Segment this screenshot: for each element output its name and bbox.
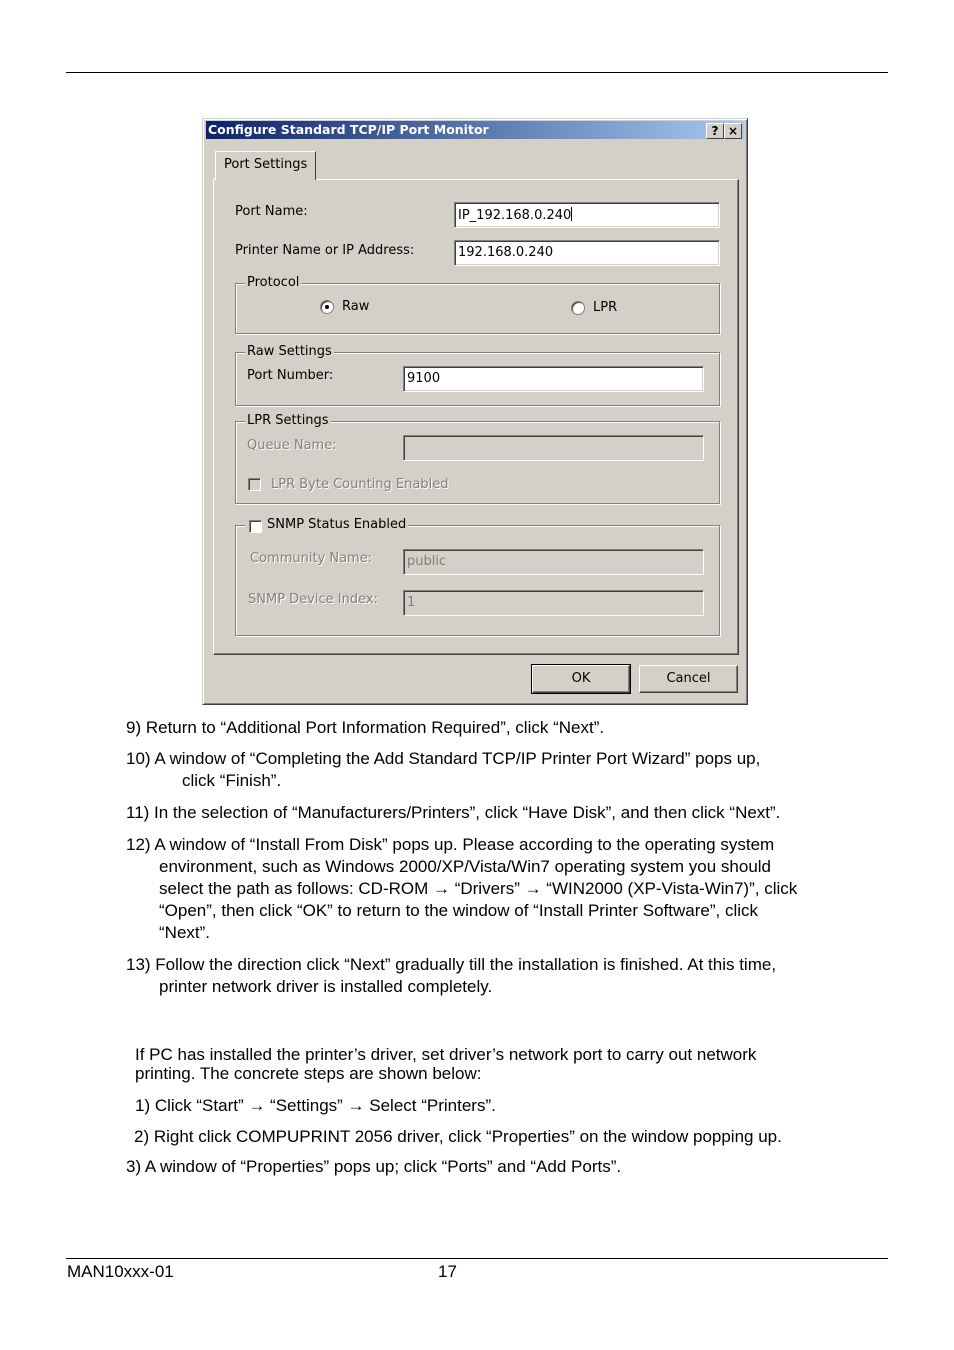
step-13: 13) Follow the direction click “Next” gradually till the installation is finished. At this time, <box>126 955 777 974</box>
raw-label: Raw <box>342 299 370 314</box>
step-11: 11) In the selection of “Manufacturers/Printers”, click “Have Disk”, and then click “Next”. <box>126 803 781 822</box>
port-name-input[interactable] <box>454 202 720 228</box>
radio-selected-dot <box>325 305 329 309</box>
step-9: 9) Return to “Additional Port Information Required”, click “Next”. <box>126 718 605 737</box>
step-12-cont-1: environment, such as Windows 2000/XP/Vista/Win7 operating system you should <box>159 857 771 876</box>
ok-button[interactable]: OK <box>532 665 630 693</box>
intro-line-1: If PC has installed the printer’s driver, set driver’s network port to carry out network <box>135 1045 757 1064</box>
step-10: 10) A window of “Completing the Add Standard TCP/IP Printer Port Wizard” pops up, <box>126 749 761 768</box>
intro-line-2: printing. The concrete steps are shown below: <box>135 1064 482 1083</box>
printer-ip-label: Printer Name or IP Address: <box>235 243 415 258</box>
port-name-label: Port Name: <box>235 204 308 219</box>
cancel-button[interactable]: Cancel <box>639 665 738 693</box>
printer-ip-input[interactable]: 192.168.0.240 <box>454 240 720 266</box>
help-button[interactable]: ? <box>706 123 724 139</box>
device-index-input[interactable]: 1 <box>403 590 704 616</box>
queue-name-input[interactable] <box>403 435 704 461</box>
port-name-value: IP_192.168.0.240 <box>458 208 572 223</box>
close-button[interactable]: × <box>724 123 742 139</box>
snmp-checkbox[interactable] <box>249 520 262 533</box>
snmp-group <box>235 517 720 636</box>
step-12-cont-3: “Open”, then click “OK” to return to the window of “Install Printer Software”, click <box>159 901 758 920</box>
raw-settings-legend: Raw Settings <box>247 344 332 359</box>
dialog-titlebar <box>206 121 744 139</box>
text-caret <box>571 207 572 221</box>
step-12: 12) A window of “Install From Disk” pops up. Please according to the operating system <box>126 835 775 854</box>
lpr-byte-label: LPR Byte Counting Enabled <box>271 477 449 492</box>
lpr-label: LPR <box>593 300 618 315</box>
header-rule <box>66 72 888 73</box>
dialog-title: Configure Standard TCP/IP Port Monitor <box>208 122 489 137</box>
lpr-settings-legend: LPR Settings <box>247 413 329 428</box>
protocol-legend: Protocol <box>247 275 300 290</box>
step-2: 2) Right click COMPUPRINT 2056 driver, click “Properties” on the window popping up. <box>134 1127 782 1146</box>
footer-doc-id: MAN10xxx-01 <box>67 1262 174 1281</box>
step-13-cont: printer network driver is installed completely. <box>159 977 493 996</box>
step-12-cont-2: select the path as follows: CD-ROM → “Drivers” → “WIN2000 (XP-Vista-Win7)”, click <box>159 879 798 898</box>
lpr-settings-group <box>235 413 720 504</box>
port-settings-panel <box>213 179 739 655</box>
community-name-label: Community Name: <box>250 551 373 566</box>
lpr-byte-checkbox[interactable] <box>248 478 261 491</box>
device-index-label: SNMP Device Index: <box>248 592 378 607</box>
step-3: 3) A window of “Properties” pops up; click “Ports” and “Add Ports”. <box>126 1157 622 1176</box>
raw-radio[interactable] <box>320 300 334 314</box>
lpr-radio[interactable] <box>571 301 585 315</box>
step-10-cont: click “Finish”. <box>182 771 282 790</box>
port-number-input[interactable]: 9100 <box>403 366 704 392</box>
footer-page-number: 17 <box>438 1262 457 1281</box>
port-number-label: Port Number: <box>247 368 334 383</box>
step-1: 1) Click “Start” → “Settings” → Select “Printers”. <box>135 1096 496 1115</box>
queue-name-label: Queue Name: <box>247 438 337 453</box>
tcpip-port-dialog <box>202 118 748 705</box>
community-name-input[interactable]: public <box>403 549 704 575</box>
snmp-legend <box>245 517 408 532</box>
step-12-cont-4: “Next”. <box>159 923 210 942</box>
raw-settings-group <box>235 344 720 406</box>
snmp-label: SNMP Status Enabled <box>267 517 407 532</box>
protocol-group <box>235 275 720 334</box>
footer-rule <box>66 1258 888 1259</box>
tab-port-settings[interactable]: Port Settings <box>215 151 316 180</box>
